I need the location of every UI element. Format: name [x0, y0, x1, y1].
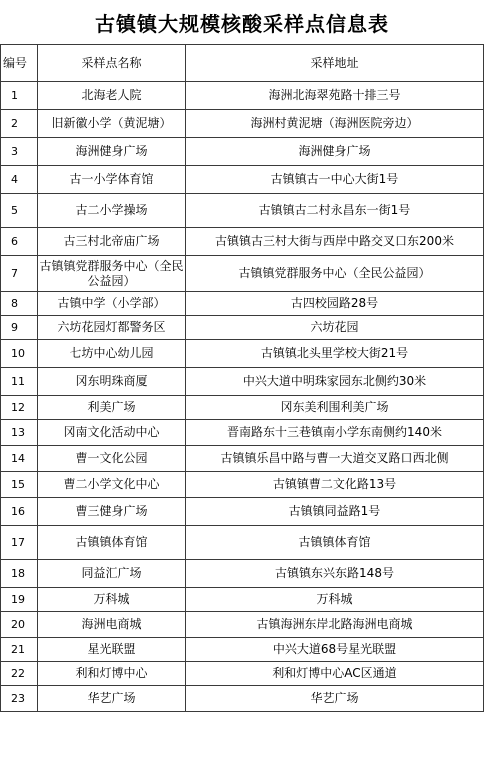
cell-site-name[interactable]: 曹二小学文化中心	[38, 472, 186, 498]
cell-site-name[interactable]: 利美广场	[38, 396, 186, 420]
cell-site-name[interactable]: 古镇中学（小学部）	[38, 292, 186, 316]
table-row	[1, 82, 484, 110]
cell-site-name[interactable]: 同益汇广场	[38, 560, 186, 588]
header-number[interactable]: 编号	[1, 45, 38, 82]
cell-site-address[interactable]: 中兴大道68号星光联盟	[186, 638, 484, 662]
cell-number[interactable]: 17	[1, 526, 38, 560]
cell-site-name[interactable]: 华艺广场	[38, 686, 186, 712]
table-row	[1, 560, 484, 588]
cell-number[interactable]: 21	[1, 638, 38, 662]
cell-site-name[interactable]: 利和灯博中心	[38, 662, 186, 686]
cell-site-address[interactable]: 万科城	[186, 588, 484, 612]
cell-number[interactable]: 16	[1, 498, 38, 526]
cell-site-address[interactable]: 古镇镇乐昌中路与曹一大道交叉路口西北侧	[186, 446, 484, 472]
table-row	[1, 446, 484, 472]
cell-number[interactable]: 13	[1, 420, 38, 446]
cell-site-address[interactable]: 中兴大道中明珠家园东北侧约30米	[186, 368, 484, 396]
table-row	[1, 588, 484, 612]
cell-number[interactable]: 9	[1, 316, 38, 340]
cell-site-name[interactable]: 星光联盟	[38, 638, 186, 662]
table-title: 古镇镇大规模核酸采样点信息表	[95, 11, 389, 36]
table-row	[1, 166, 484, 194]
table-row	[1, 638, 484, 662]
cell-site-name[interactable]: 古二小学操场	[38, 194, 186, 228]
cell-site-address[interactable]: 古镇镇东兴东路148号	[186, 560, 484, 588]
cell-site-address[interactable]: 古镇镇北头里学校大街21号	[186, 340, 484, 368]
table-row	[1, 228, 484, 256]
cell-site-address[interactable]: 晋南路东十三巷镇南小学东南侧约140米	[186, 420, 484, 446]
cell-number[interactable]: 19	[1, 588, 38, 612]
table-row	[1, 340, 484, 368]
cell-number[interactable]: 3	[1, 138, 38, 166]
cell-site-address[interactable]: 华艺广场	[186, 686, 484, 712]
header-site-address[interactable]: 采样地址	[186, 45, 484, 82]
cell-site-name[interactable]: 古镇镇党群服务中心（全民公益园）	[38, 256, 186, 292]
cell-site-address[interactable]: 海洲北海翠苑路十排三号	[186, 82, 484, 110]
cell-number[interactable]: 1	[1, 82, 38, 110]
cell-site-name[interactable]: 海洲健身广场	[38, 138, 186, 166]
cell-site-address[interactable]: 冈东美利围利美广场	[186, 396, 484, 420]
cell-site-address[interactable]: 古镇镇古一中心大街1号	[186, 166, 484, 194]
cell-site-name[interactable]: 北海老人院	[38, 82, 186, 110]
cell-number[interactable]: 7	[1, 256, 38, 292]
cell-site-name[interactable]: 古三村北帝庙广场	[38, 228, 186, 256]
cell-site-address[interactable]: 利和灯博中心AC区通道	[186, 662, 484, 686]
cell-site-address[interactable]: 古镇镇同益路1号	[186, 498, 484, 526]
table-row	[1, 316, 484, 340]
table-row	[1, 256, 484, 292]
cell-number[interactable]: 10	[1, 340, 38, 368]
cell-site-address[interactable]: 海洲健身广场	[186, 138, 484, 166]
table-row	[1, 472, 484, 498]
cell-site-name[interactable]: 曹三健身广场	[38, 498, 186, 526]
cell-number[interactable]: 11	[1, 368, 38, 396]
table-row	[1, 612, 484, 638]
cell-number[interactable]: 14	[1, 446, 38, 472]
header-site-name[interactable]: 采样点名称	[38, 45, 186, 82]
table-body	[1, 82, 484, 712]
cell-site-address[interactable]: 古镇镇体育馆	[186, 526, 484, 560]
cell-site-name[interactable]: 海洲电商城	[38, 612, 186, 638]
sampling-sites-table	[0, 44, 484, 712]
cell-site-name[interactable]: 古一小学体育馆	[38, 166, 186, 194]
cell-site-address[interactable]: 古镇镇古二村永昌东一街1号	[186, 194, 484, 228]
table-row	[1, 292, 484, 316]
cell-site-name[interactable]: 冈南文化活动中心	[38, 420, 186, 446]
table-row	[1, 686, 484, 712]
cell-number[interactable]: 8	[1, 292, 38, 316]
cell-site-name[interactable]: 万科城	[38, 588, 186, 612]
table-row	[1, 194, 484, 228]
table-row	[1, 498, 484, 526]
cell-site-address[interactable]: 古镇镇党群服务中心（全民公益园）	[186, 256, 484, 292]
cell-site-name[interactable]: 曹一文化公园	[38, 446, 186, 472]
table-row	[1, 138, 484, 166]
cell-site-name[interactable]: 冈东明珠商厦	[38, 368, 186, 396]
cell-number[interactable]: 12	[1, 396, 38, 420]
cell-site-name[interactable]: 七坊中心幼儿园	[38, 340, 186, 368]
table-row	[1, 420, 484, 446]
cell-number[interactable]: 20	[1, 612, 38, 638]
cell-number[interactable]: 6	[1, 228, 38, 256]
cell-site-address[interactable]: 六坊花园	[186, 316, 484, 340]
cell-site-address[interactable]: 古镇海洲东岸北路海洲电商城	[186, 612, 484, 638]
cell-number[interactable]: 23	[1, 686, 38, 712]
table-row	[1, 396, 484, 420]
cell-site-address[interactable]: 古镇镇曹二文化路13号	[186, 472, 484, 498]
table-row	[1, 662, 484, 686]
table-row	[1, 110, 484, 138]
cell-number[interactable]: 22	[1, 662, 38, 686]
cell-site-address[interactable]: 古四校园路28号	[186, 292, 484, 316]
cell-site-name[interactable]: 六坊花园灯都警务区	[38, 316, 186, 340]
cell-number[interactable]: 2	[1, 110, 38, 138]
cell-site-name[interactable]: 古镇镇体育馆	[38, 526, 186, 560]
table-row	[1, 526, 484, 560]
cell-site-address[interactable]: 海洲村黄泥塘（海洲医院旁边）	[186, 110, 484, 138]
header-row	[1, 45, 484, 82]
cell-number[interactable]: 18	[1, 560, 38, 588]
cell-number[interactable]: 15	[1, 472, 38, 498]
cell-number[interactable]: 4	[1, 166, 38, 194]
table-row	[1, 368, 484, 396]
cell-site-address[interactable]: 古镇镇古三村大街与西岸中路交叉口东200米	[186, 228, 484, 256]
cell-site-name[interactable]: 旧新徽小学（黄泥塘）	[38, 110, 186, 138]
cell-number[interactable]: 5	[1, 194, 38, 228]
